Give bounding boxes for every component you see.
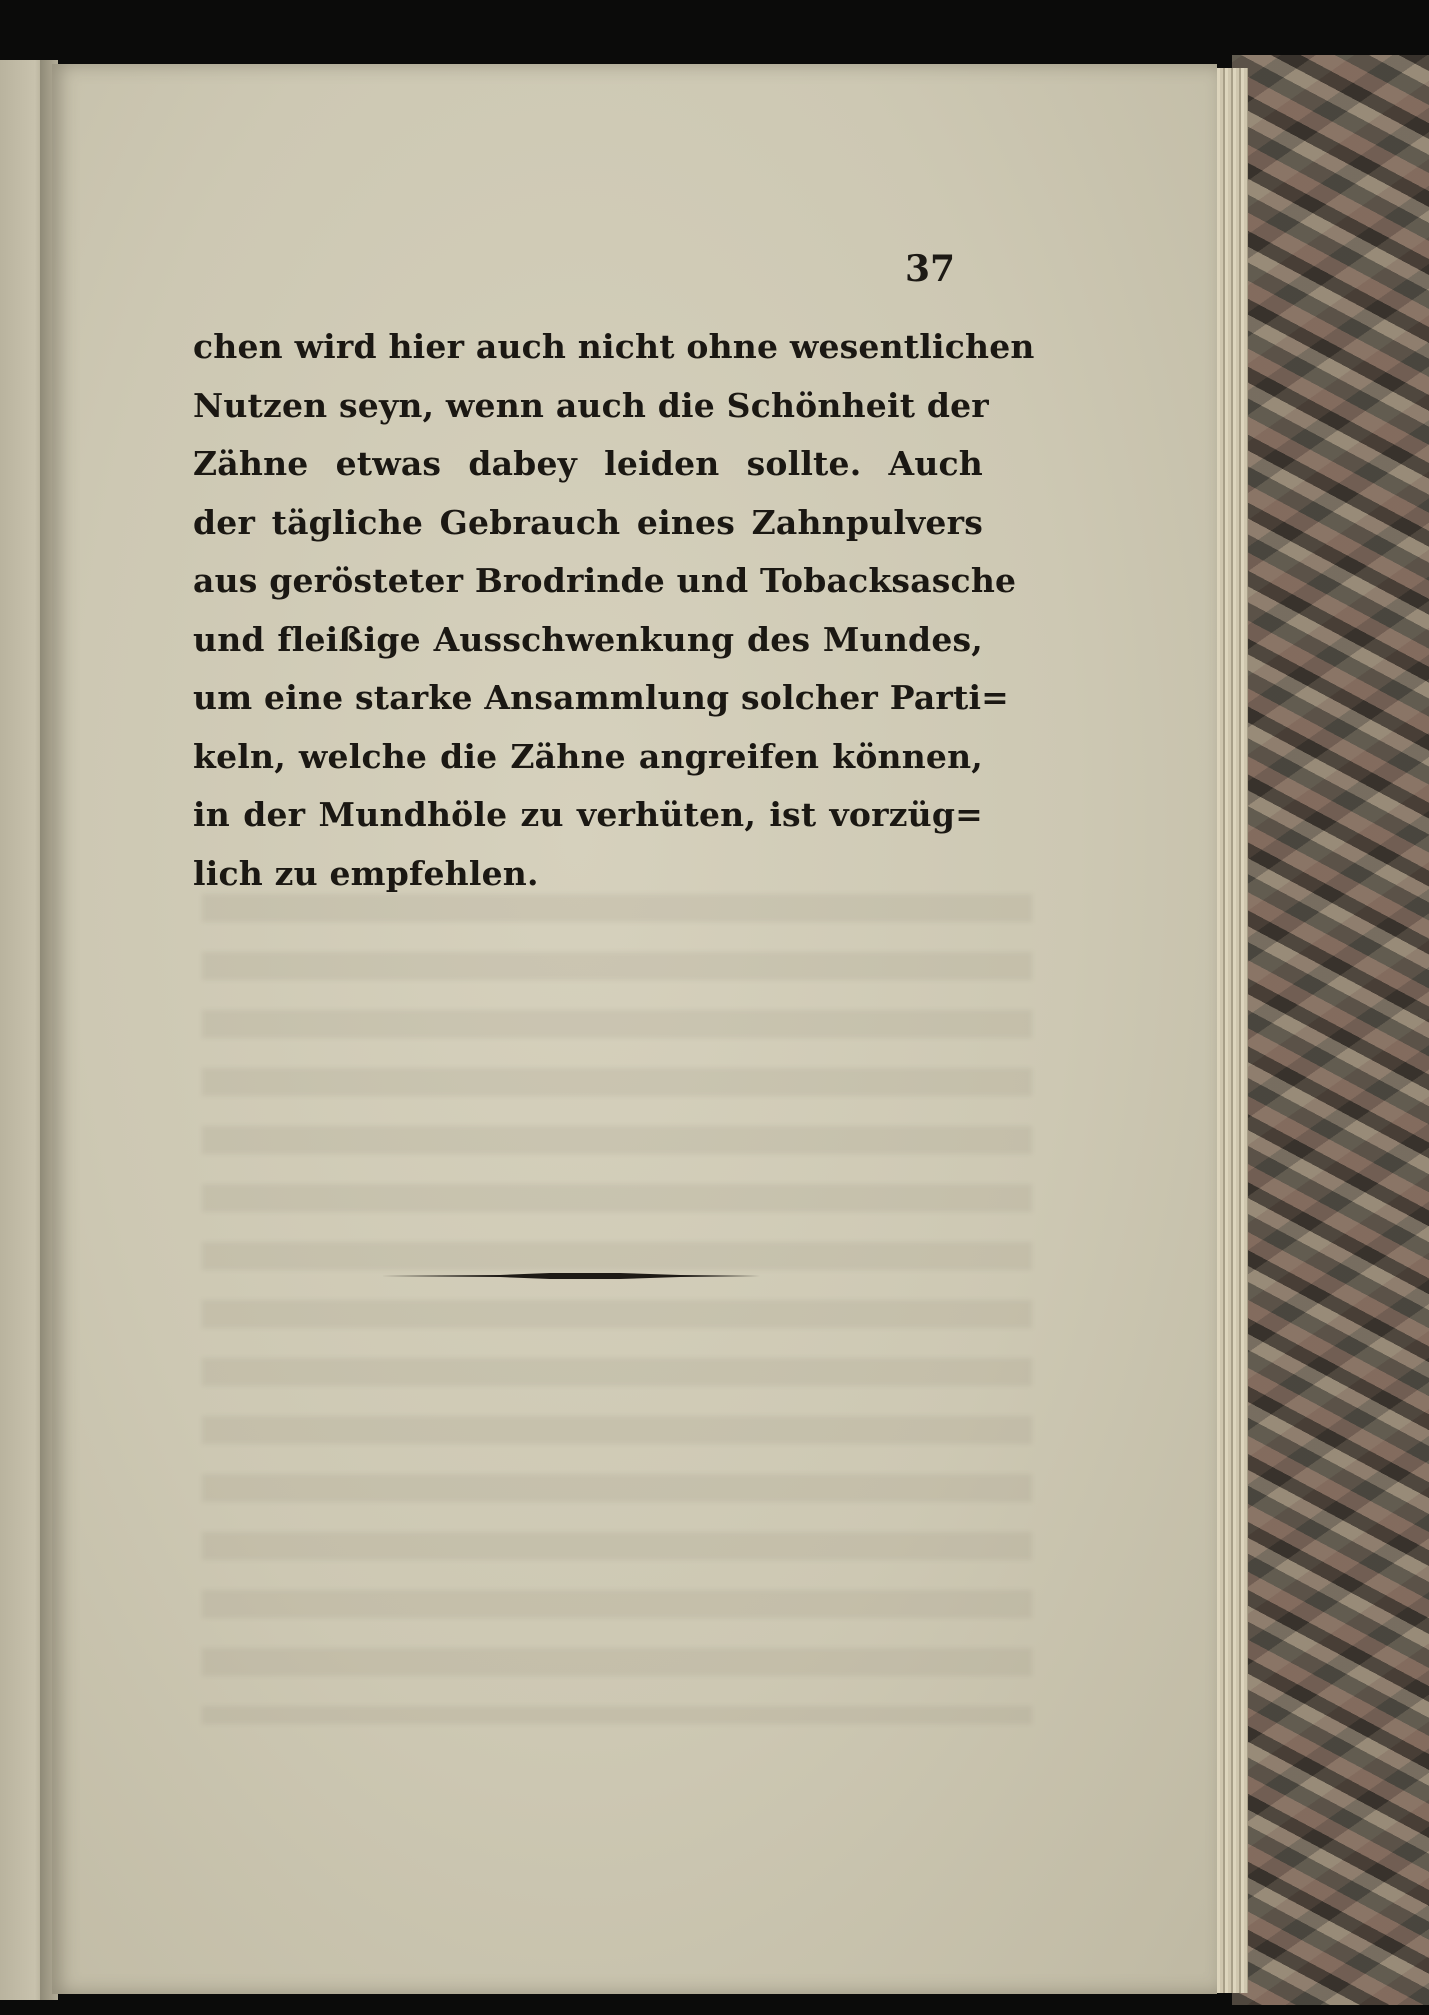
bleed-through-text	[202, 894, 1032, 1724]
text-line: keln, welche die Zähne angreifen können,	[193, 736, 983, 776]
text-line: aus gerösteter Brodrinde und Tobacksasche	[193, 561, 1017, 600]
page-number: 37	[905, 248, 956, 290]
text-line: Zähne etwas dabey leiden sollte. Auch	[193, 444, 983, 483]
marbled-cover-edge	[1232, 55, 1429, 2005]
text-line: der tägliche Gebrauch eines Zahnpulvers	[193, 502, 983, 542]
section-divider-rule	[380, 1270, 760, 1282]
text-line: in der Mundhöle zu verhüten, ist vorzüg=	[193, 795, 983, 834]
text-line: lich zu empfehlen.	[193, 853, 539, 893]
body-text	[193, 318, 1035, 903]
text-line: chen wird hier auch nicht ohne wesentlichen	[193, 327, 1035, 366]
text-line: um eine starke Ansammlung solcher Parti=	[193, 678, 1010, 717]
text-line: und fleißige Ausschwenkung des Mundes,	[193, 619, 983, 659]
page-block-edges	[1212, 68, 1248, 1993]
text-line: Nutzen seyn, wenn auch die Schönheit der	[193, 385, 989, 425]
